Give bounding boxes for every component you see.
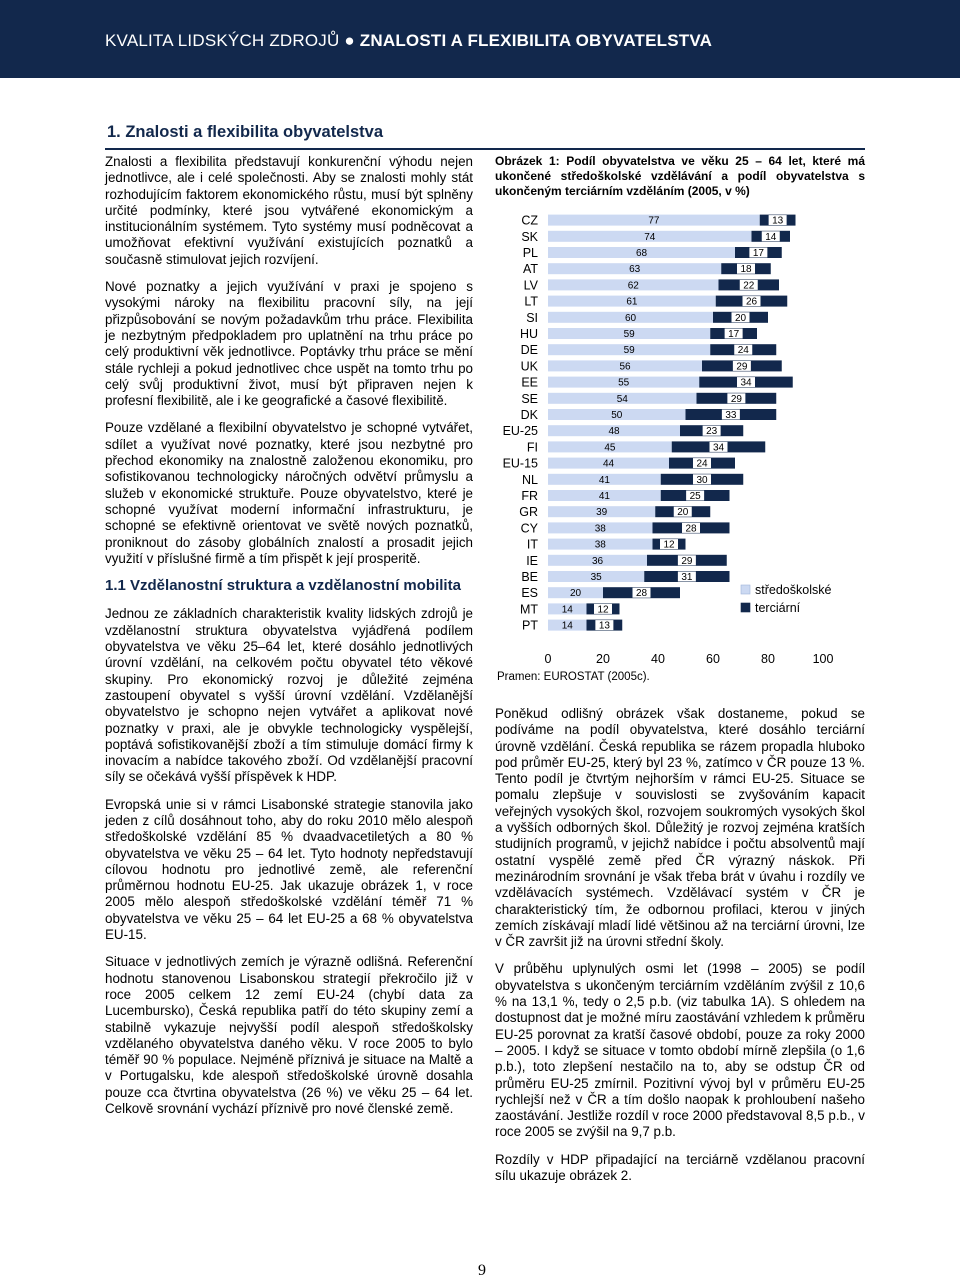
data-label-secondary: 20 — [569, 588, 582, 600]
data-label-tertiary: 25 — [689, 491, 701, 502]
category-label: FR — [521, 489, 538, 503]
data-label-tertiary: 30 — [696, 474, 708, 486]
category-label: NL — [522, 472, 538, 487]
data-label-tertiary: 12 — [597, 604, 609, 616]
category-label: LT — [524, 294, 538, 309]
header-title — [105, 31, 712, 51]
data-label-secondary: 36 — [591, 555, 604, 567]
x-tick-label: 0 — [544, 652, 552, 667]
category-label: UK — [520, 359, 538, 374]
paragraph: Znalosti a flexibilita představují konkurenční výhodu nejen jednotlivce, ale i celé společnosti. Aby se znalosti mohly stát rozhodujícím faktorem ekonomického růstu, musí být splněny určité podmínky, které jsou vytvářené ekonomickým a institucionálním systémem. Tyto systémy musí podněcovat a umožňovat efektivní využívání existujících poznatků a současně stimulovat jejich rozvíjení. — [105, 154, 473, 267]
data-label-secondary: 45 — [604, 442, 616, 454]
category-label: AT — [522, 262, 538, 277]
data-label-tertiary: 24 — [696, 458, 708, 470]
data-label-tertiary: 34 — [740, 377, 752, 389]
data-label-secondary: 60 — [624, 312, 637, 324]
category-label: IE — [526, 553, 538, 568]
header-part1: KVALITA LIDSKÝCH ZDROJŮ ● — [105, 31, 355, 50]
category-label: LV — [523, 278, 538, 293]
data-label-tertiary: 17 — [752, 248, 764, 259]
category-label: GR — [519, 505, 538, 520]
data-label-tertiary: 33 — [725, 410, 737, 421]
category-label: BE — [521, 570, 538, 584]
page-header-band — [0, 0, 960, 78]
category-label: IT — [526, 537, 538, 552]
data-label-secondary: 54 — [616, 393, 628, 405]
data-label-secondary: 59 — [623, 329, 635, 340]
data-label-tertiary: 17 — [728, 329, 740, 340]
data-label-secondary: 74 — [644, 231, 656, 243]
data-label-secondary: 39 — [596, 507, 608, 519]
subsection-title: 1.1 Vzdělanostní struktura a vzdělanostní mobilita — [105, 577, 461, 595]
data-label-tertiary: 13 — [598, 620, 610, 632]
category-label: DE — [520, 343, 538, 358]
paragraph: Nové poznatky a jejich využívání v praxi je spojeno s vysokými nároky na flexibilitu pracovní síly, na její přizpůsobování se novým požadavkům trhu práce. Flexibilita je nezbytným předpokladem pro uplatnění na trhu práce po celý produktivní věk jednotlivce. Poptávky trhu práce se mění stále rychleji a pokud jednotlivec chce uspět na tomto trhu po celý svůj produktivní život, musí být připraven nejen k profesní flexibilitě, ale i ke geografické a časové flexibilitě. — [105, 279, 473, 409]
data-label-secondary: 38 — [594, 523, 606, 535]
data-label-tertiary: 13 — [772, 215, 784, 227]
data-label-tertiary: 12 — [663, 539, 675, 551]
category-label: SK — [521, 229, 538, 244]
figure-source: Pramen: EUROSTAT (2005c). — [497, 671, 650, 683]
data-label-tertiary: 22 — [743, 280, 755, 292]
category-label: EU-25 — [502, 424, 538, 439]
category-label: FI — [526, 440, 538, 455]
category-label: ES — [521, 586, 538, 601]
data-label-secondary: 14 — [561, 604, 573, 616]
data-label-secondary: 41 — [598, 491, 610, 502]
category-label: DK — [520, 408, 538, 422]
data-label-tertiary: 26 — [745, 296, 758, 308]
data-label-tertiary: 29 — [730, 393, 742, 405]
data-label-secondary: 61 — [626, 296, 638, 308]
section-divider — [105, 148, 865, 150]
category-label: CZ — [521, 213, 538, 228]
data-label-secondary: 41 — [598, 474, 610, 486]
paragraph: Pouze vzdělané a flexibilní obyvatelstvo je schopné vytvářet, sdílet a využívat nové poznatky, které jsou nezbytné pro přechod ekonomiky na znalostně založenou ekonomiku, pro sofistikovanou technologicky náročných odvětví průmyslu a služeb v ekonomické struktuře. Pouze obyvatelstvo, které je schopné využívat moderní informační infrastrukturu, je schopné se efektivně orientovat ve světě nových poznatků, proniknout do zásoby globálních znalostí a prosadit jejich využití v příslušné firmě a tím přispět k její prosperitě. — [105, 420, 473, 566]
x-tick-label: 100 — [812, 652, 834, 667]
data-label-tertiary: 23 — [706, 426, 718, 438]
category-label: CY — [520, 521, 538, 536]
page-number: 9 — [478, 1262, 486, 1279]
data-label-tertiary: 20 — [677, 507, 689, 519]
legend-swatch-secondary — [741, 585, 750, 594]
data-label-secondary: 55 — [618, 377, 630, 389]
data-label-secondary: 44 — [602, 458, 615, 470]
left-column — [105, 154, 473, 1128]
legend-label: terciární — [755, 601, 801, 615]
data-label-secondary: 50 — [611, 410, 623, 421]
data-label-tertiary: 28 — [685, 523, 697, 535]
data-label-tertiary: 29 — [736, 361, 748, 373]
data-label-tertiary: 28 — [635, 588, 648, 600]
x-tick-label: 20 — [596, 652, 610, 667]
x-tick-label: 80 — [761, 652, 775, 667]
category-label: EE — [521, 375, 538, 390]
section-title: 1. Znalosti a flexibilita obyvatelstva — [107, 123, 384, 141]
category-label: MT — [519, 602, 538, 617]
x-tick-label: 40 — [651, 652, 665, 667]
paragraph: Evropská unie si v rámci Lisabonské strategie stanovila jako jeden z cílů dosáhnout toho, aby do roku 2010 mělo alespoň středoškolské vzdělání 85 % dvaadvacetiletých a 80 % obyvatelstva ve věku 25 – 64 let. Tyto hodnoty nepředstavují cílovou hodnotu pro jednotlivé země, ale referenční průměrnou hodnotu EU-25. Jak ukazuje obrázek 1, v roce 2005 mělo alespoň středoškolské vzdělání téměř 71 % obyvatelstva ve věku 25 – 64 let EU-25 a 68 % obyvatelstva EU-15. — [105, 796, 473, 943]
legend-swatch-tertiary — [741, 603, 750, 612]
figure-caption: Obrázek 1: Podíl obyvatelstva ve věku 25 – 64 let, které má ukončené středoškolské vzdělávání a podíl obyvatelstva s ukončeným terciárním vzděláním (2005, v %) — [495, 154, 865, 198]
data-label-tertiary: 34 — [712, 442, 725, 454]
data-label-secondary: 77 — [648, 215, 660, 227]
data-label-tertiary: 20 — [734, 312, 747, 324]
category-label: PL — [522, 246, 538, 260]
data-label-tertiary: 24 — [737, 345, 749, 357]
data-label-secondary: 38 — [594, 539, 606, 551]
paragraph: Jednou ze základních charakteristik kvality lidských zdrojů je vzdělanostní struktura obyvatelstva vyjádřená podílem obyvatelstva ve věku 25–64 let, které dosáhlo jednotlivých úrovní vzdělání, na celkovém počtu obyvatel této věkové skupiny. Pro ekonomický rozvoj je důležité zejména zastoupení obyvatel s vyšší úrovní vzdělání. Vzdělanější obyvatelstvo je schopno nejen vytvářet a aplikovat nové poznatky v praxi, ale je obvykle technologicky vyspělejší, poptává sofistikovanější zboží a tím stimuluje domácí firmy k inovacím a nabídce takového zboží. Od vzdělanější pracovní síly se očekává vyšší příspěvek k HDP. — [105, 606, 473, 785]
data-label-tertiary: 31 — [681, 572, 693, 583]
data-label-secondary: 59 — [623, 345, 635, 357]
header-part2: ZNALOSTI A FLEXIBILITA OBYVATELSTVA — [359, 31, 713, 50]
data-label-secondary: 35 — [590, 572, 602, 583]
data-label-secondary: 56 — [619, 361, 631, 373]
x-tick-label: 60 — [706, 652, 720, 667]
category-label: SI — [526, 310, 538, 325]
data-label-tertiary: 14 — [765, 231, 777, 243]
paragraph: Situace v jednotlivých zemích je výrazně odlišná. Referenční hodnotu stanovenou Lisabonskou strategií překročilo již v roce 2005 celkem 12 zemí EU-24 (chybí data za Lucembursko), Česká republika patří do této skupiny zemí a stabilně vykazuje nejvyšší podíl alespoň středoškolsky vzdělaného obyvatelstva daného věku. V roce 2005 to bylo téměř 90 % populace. Nejméně příznivá je situace na Maltě a v Portugalsku, kde alespoň středoškolské úrovně dosahla pouze cca čtvrtina obyvatelstva (26 %) ve věku 25 – 64 let. Celkově srovnání vychází příznivě pro nové členské země. — [105, 954, 473, 1117]
paragraph: V průběhu uplynulých osmi let (1998 – 2005) se podíl obyvatelstva s ukončeným terciárním vzděláním zvýšil z 10,6 % na 13,1 %, tedy o 2,5 p.b. (viz tabulka 1A). S ohledem na dostupnost dat je možné míru zaostávání vzhledem k průměru EU-25 porovnat za kratší časové období, pouze za roky 2000 – 2005. I když se situace v tomto období mírně zlepšila (o 1,6 p.b.), toto zlepšení nestačilo na to, aby se odstup ČR od průměru EU-25 zmírnil. Pozitivní vývoj byl v průměru EU-25 rychlejší než v ČR a tím došlo naopak k prohloubení našeho zaostávání. Jestliže rozdíl v roce 2000 představoval 8,5 p.b., v roce 2005 se zvýšil na 9,7 p.b. — [495, 961, 865, 1140]
data-label-tertiary: 29 — [681, 555, 693, 567]
data-label-secondary: 63 — [629, 264, 641, 276]
legend-label: středoškolské — [755, 583, 832, 597]
data-label-tertiary: 18 — [740, 264, 752, 276]
data-label-secondary: 68 — [635, 248, 648, 259]
stacked-bar-chart — [495, 208, 865, 668]
data-label-secondary: 48 — [608, 426, 620, 438]
category-label: SE — [521, 391, 538, 406]
paragraph: Poněkud odlišný obrázek však dostaneme, pokud se podíváme na podíl obyvatelstva, které dosáhlo terciární úrovně vzdělání. Česká republika se rázem propadla hluboko pod průměr EU-25, který byl 23 %, zatímco v ČR pouze 13 %. Tento podíl je čtvrtým nejhorším v rámci EU-25. Situace se pomalu zlepšuje v souvislosti se zvyšováním kapacit veřejných vysokých škol, rozvojem soukromých vysokých škol a vyšších odborných škol. Důležitý je rozvoj zejména kratších studijních programů, v jejichž nabídce i počtu absolventů mají ostatní vyspělé země před ČR výrazný náskok. Při mezinárodním srovnání je však třeba brát v úvahu i rozdíly ve vzdělávacích systémech. Vzdělávací systém v ČR je charakteristický tím, že odbornou profilaci, kterou v jiných zemích získávají mladí lidé většinou až na terciární úrovni, lze v ČR završit již na úrovni střední školy. — [495, 706, 865, 950]
category-label: EU-15 — [502, 456, 538, 471]
data-label-secondary: 62 — [627, 280, 639, 292]
right-column — [495, 706, 865, 1195]
category-label: PT — [522, 618, 538, 633]
paragraph: Rozdíly v HDP připadající na terciárně vzdělanou pracovní sílu ukazuje obrázek 2. — [495, 1151, 865, 1184]
category-label: HU — [519, 327, 538, 341]
data-label-secondary: 14 — [561, 620, 573, 632]
